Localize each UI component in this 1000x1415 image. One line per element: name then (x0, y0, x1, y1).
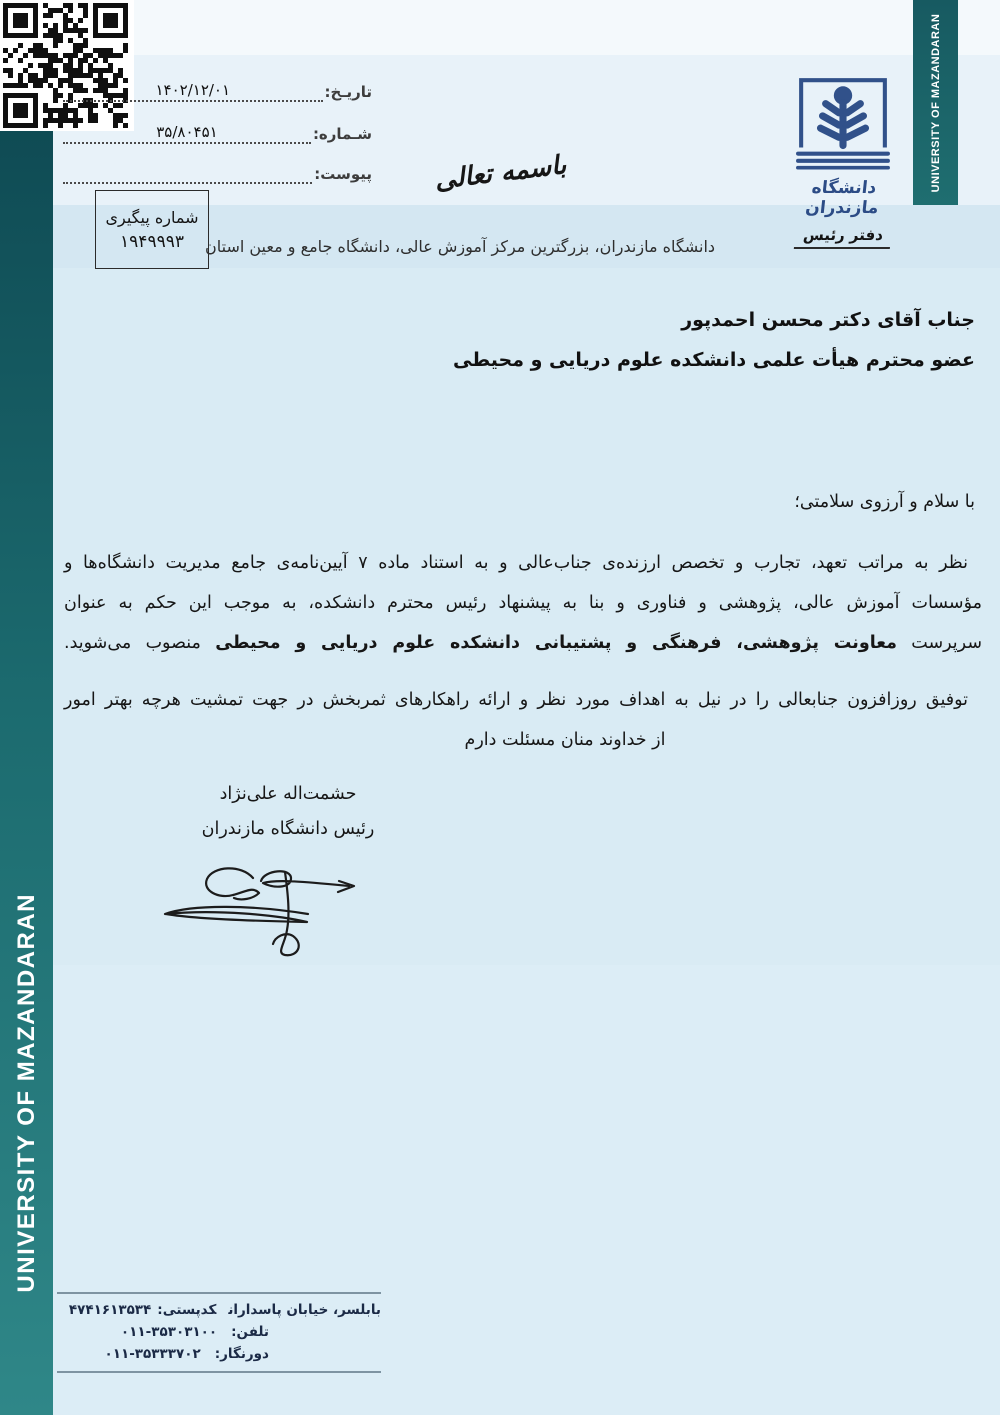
body1-line1: نظر به مراتب تعهد، تجارب و تخصص ارزنده‌ی جناب‌عالی و به استناد ماده ۷ آیین‌نامه‌ی جامع مدیریت دانشگاه‌ها و (64, 553, 968, 573)
tracking-number: ۱۹۴۹۹۹۳ (120, 231, 184, 252)
number-label: شـماره: (312, 125, 372, 143)
date-value: ۱۴۰۲/۱۲/۰۱ (155, 81, 231, 99)
attachment-label: پیوست: (314, 165, 372, 183)
tracking-number-box (95, 190, 209, 269)
dotted-line (63, 160, 312, 184)
postal-code-label: کدپستی: (157, 1302, 217, 1318)
number-value: ۳۵/۸۰۴۵۱ (156, 123, 218, 141)
background-band (0, 0, 1000, 55)
body2-line1: توفیق روزافزون جنابعالی را در نیل به اهداف مورد نظر و ارائه راهکارهای ثمربخش در جهت تمشیت هرچه بهتر امور (64, 690, 968, 710)
fax-value: ۰۱۱-۳۵۳۳۳۷۰۲ (104, 1346, 201, 1362)
appointment-title-bold: معاونت پژوهشی، فرهنگی و پشتیبانی دانشکده علوم دریایی و محیطی (215, 633, 898, 653)
university-logo-block (776, 72, 910, 249)
right-banner-text: UNIVERSITY OF MAZANDARAN (929, 13, 942, 192)
office-of-president-label: دفتر رئیس (794, 226, 892, 249)
left-banner-text: UNIVERSITY OF MAZANDARAN (12, 893, 40, 1293)
phone-label: تلفن: (231, 1324, 269, 1340)
right-university-banner (913, 0, 958, 205)
body1-line3-post: منصوب می‌شوید. (64, 633, 216, 653)
postal-code-value: ۴۷۴۱۶۱۳۵۳۴ (68, 1302, 152, 1318)
body1-line3 (64, 623, 982, 663)
fax-label: دورنگار: (214, 1346, 269, 1362)
body1-line3-pre: سرپرست (897, 633, 982, 653)
university-logo-icon (791, 72, 895, 170)
salutation: با سلام و آرزوی سلامتی؛ (794, 492, 975, 512)
date-label: تاریـخ: (324, 83, 372, 101)
footer-contact-block (57, 1292, 381, 1373)
recipient-title: عضو محترم هیأت علمی دانشکده علوم دریایی و محیطی (453, 349, 975, 371)
recipient-block (64, 300, 975, 380)
dotted-line (63, 120, 311, 144)
university-subtitle: دانشگاه مازندران، بزرگترین مرکز آموزش عالی، دانشگاه جامع و معین استان (204, 237, 716, 256)
logo-university-name: دانشگاه مازندران (804, 178, 880, 218)
recipient-name: جناب آقای دکتر محسن احمدپور (681, 309, 975, 331)
dotted-line (63, 78, 323, 102)
footer-address-line (57, 1299, 381, 1321)
body2-line2: از خداوند منان مسئلت دارم (464, 730, 666, 750)
footer-fax-line (57, 1343, 381, 1365)
date-field (63, 78, 372, 102)
signer-name: حشمت‌اله علی‌نژاد (219, 784, 357, 804)
signature-block (158, 782, 418, 839)
attachment-field (63, 160, 372, 184)
handwritten-signature (135, 852, 375, 962)
left-university-banner (0, 128, 53, 1415)
phone-value: ۰۱۱-۳۵۳۰۳۱۰۰ (120, 1324, 218, 1340)
body-paragraph-2 (64, 680, 982, 760)
body1-line2: مؤسسات آموزش عالی، پژوهشی و فناوری و بنا به پیشنهاد رئیس محترم دانشکده، به موجب این حکم به عنوان (64, 593, 982, 613)
number-field (63, 120, 372, 144)
signer-title: رئیس دانشگاه مازندران (201, 819, 375, 839)
footer-phone-line (57, 1321, 381, 1343)
qr-code (0, 0, 134, 131)
footer-address: بابلسر، خیابان پاسداران (228, 1302, 381, 1318)
basmala-calligraphy: باسمه تعالی (433, 150, 568, 196)
tracking-label: شماره پیگیری (105, 207, 199, 227)
body-paragraph-1 (64, 543, 982, 663)
